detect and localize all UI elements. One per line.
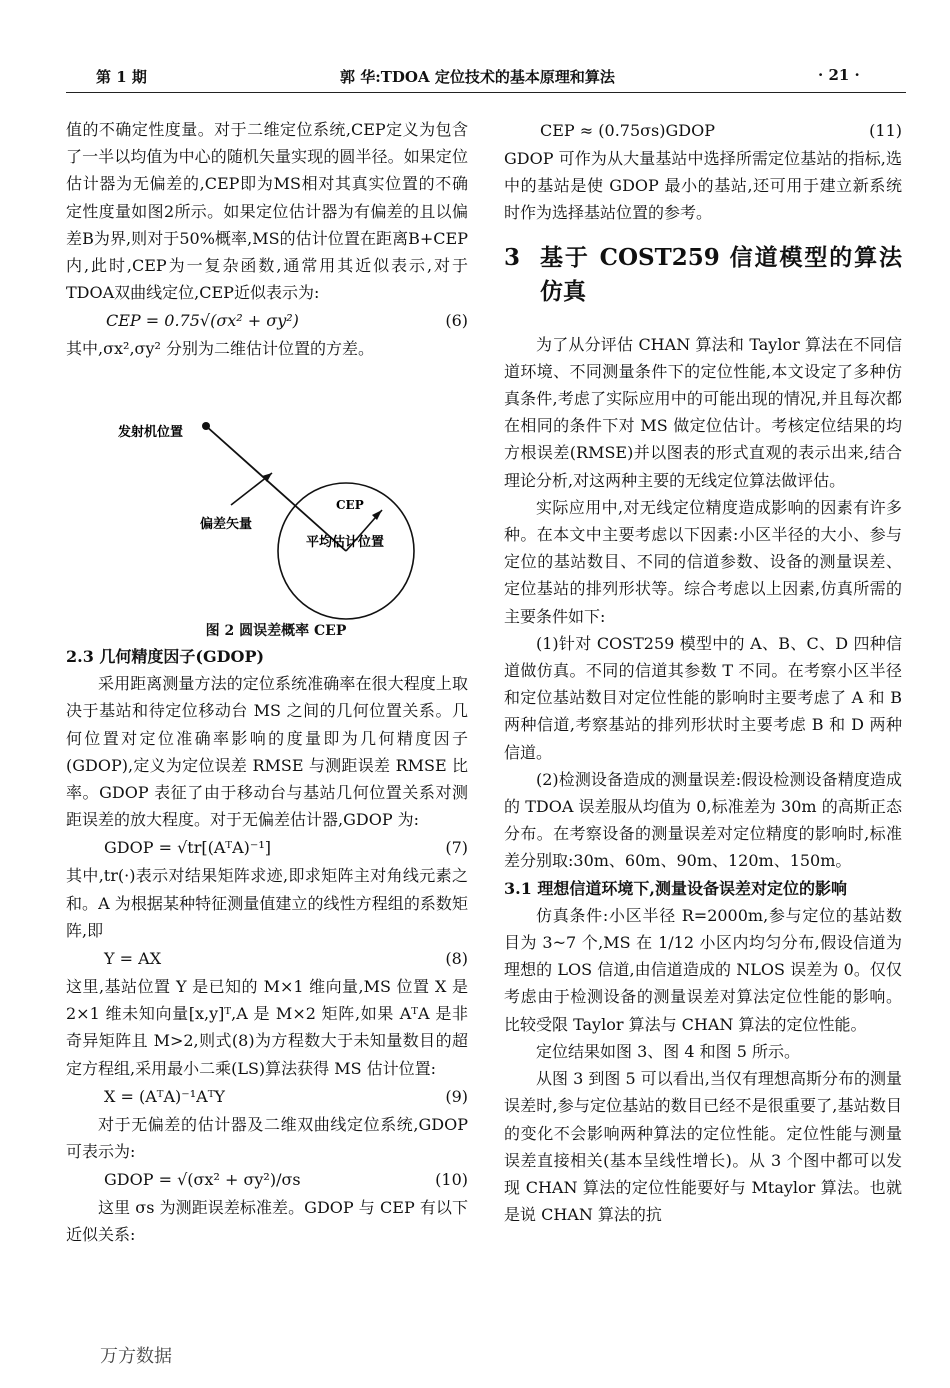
equation: CEP = 0.75√(σx² + σy²) — [106, 311, 299, 331]
equation-8 — [66, 944, 468, 973]
transmitter-line — [206, 426, 346, 551]
section-heading-3-1: 3.1 理想信道环境下,测量设备误差对定位的影响 — [504, 878, 847, 898]
equation-number: (9) — [445, 1086, 468, 1106]
mean-position-label: 平均估计位置 — [306, 535, 385, 550]
equation: GDOP = √(σx² + σy²)/σs — [104, 1170, 301, 1190]
equation-number: (6) — [445, 311, 468, 331]
equation: Y = AX — [104, 948, 162, 968]
paragraph: 为了从分评估 CHAN 算法和 Taylor 算法在不同信道环境、不同测量条件下的定位性能,本文设定了多种仿真条件,考虑了实际应用中的可能出现的情况,并且每次都在相同的条件下对 MS 做定位估计。考核定位结果的均方根误差(RMSE)并以图表的形式直观的表示出来,结合理论分析,对这两种主要的无线定位算法做评估。 — [504, 334, 902, 490]
section-heading-3 — [504, 241, 902, 309]
cep-figure — [66, 410, 486, 625]
equation-6 — [66, 306, 468, 335]
bias-vector-label: 偏差矢量 — [200, 517, 253, 532]
paragraph: 仿真条件:小区半径 R=2000m,参与定位的基站数目为 3~7 个,MS 在 1/12 小区内均匀分布,假设信道为理想的 LOS 信道,由信道造成的 NLOS 误差为 0。仅仅考虑由于检测设备的测量误差对算法定位性能的影响。比较受限 Taylor 算法与 CHAN 算法的定位性能。 — [504, 905, 902, 1034]
left-column-bottom — [66, 643, 468, 1249]
section-number: 3 — [504, 243, 521, 271]
paragraph: 从图 3 到图 5 可以看出,当仅有理想高斯分布的测量误差时,参与定位基站的数目已经不是很重要了,基站数目的变化不会影响两种算法的定位性能。定位性能与测量误差直接相关(基本呈线性增长)。从 3 个图中都可以发现 CHAN 算法的定位性能要好与 Mtaylor 算法。也就是说 CHAN 算法的抗 — [504, 1069, 902, 1225]
paragraph: 采用距离测量方法的定位系统准确率在很大程度上取决于基站和待定位移动台 MS 之间的几何位置关系。几何位置对定位准确率影响的度量即为几何精度因子(GDOP),定义为定位误差 RMSE 与测距误差 RMSE 比率。GDOP 表征了由于移动台与基站几何位置关系对测距误差的放大程度。对于无偏差估计器,GDOP 为: — [66, 674, 468, 830]
left-column-top — [66, 116, 468, 363]
figure-caption: 图 2 圆误差概率 CEP — [205, 623, 347, 639]
equation-11 — [504, 116, 902, 145]
equation-10 — [66, 1165, 468, 1194]
equation-number: (11) — [869, 120, 902, 140]
header-rule — [66, 92, 906, 93]
equation-number: (8) — [445, 948, 468, 968]
paragraph: (2)检测设备造成的测量误差:假设检测设备精度造成的 TDOA 误差服从均值为 0,标准差为 30m 的高斯正态分布。在考察设备的测量误差对定位精度的影响时,标准差分别取:30m、60m、90m、120m、150m。 — [504, 769, 902, 871]
equation: X = (AᵀA)⁻¹AᵀY — [104, 1086, 225, 1106]
cep-label: CEP — [336, 498, 364, 512]
equation: CEP ≈ (0.75σs)GDOP — [540, 120, 715, 140]
watermark: 万方数据 — [100, 1346, 172, 1367]
paragraph: 其中,tr(·)表示对结果矩阵求迹,即求矩阵主对角线元素之和。A 为根据某种特征测量值建立的线性方程组的系数矩阵,即 — [66, 866, 468, 940]
header-page-number: · 21 · — [818, 66, 860, 84]
paragraph: GDOP 可作为从大量基站中选择所需定位基站的指标,选中的基站是使 GDOP 最小的基站,还可用于建立新系统时作为选择基站位置的参考。 — [504, 149, 902, 223]
transmitter-label: 发射机位置 — [118, 425, 184, 440]
section-heading-2-3: 2.3 几何精度因子(GDOP) — [66, 647, 265, 666]
right-column — [504, 116, 902, 1228]
equation-9 — [66, 1082, 468, 1111]
equation-number: (10) — [435, 1170, 468, 1190]
paragraph: 这里 σs 为测距误差标准差。GDOP 与 CEP 有以下近似关系: — [66, 1198, 468, 1245]
paragraph: 其中,σx²,σy² 分别为二维估计位置的方差。 — [66, 339, 374, 359]
paragraph: 定位结果如图 3、图 4 和图 5 所示。 — [536, 1041, 800, 1061]
equation: GDOP = √tr[(AᵀA)⁻¹] — [104, 838, 271, 858]
paragraph: 对于无偏差的估计器及二维双曲线定位系统,GDOP 可表示为: — [66, 1114, 468, 1162]
section-title: 基于 COST259 信道模型的算法仿真 — [540, 243, 902, 305]
header-title: 郭 华:TDOA 定位技术的基本原理和算法 — [340, 68, 615, 86]
paragraph: 这里,基站位置 Y 是已知的 M×1 维向量,MS 位置 X 是 2×1 维未知向量[x,y]ᵀ,A 是 M×2 矩阵,如果 AᵀA 是非奇异矩阵且 M>2,则式(8)为方程数大于未知量数目的超定方程组,采用最小二乘(LS)算法获得 MS 估计位置: — [66, 977, 468, 1078]
paragraph: 值的不确定性度量。对于二维定位系统,CEP定义为包含了一半以均值为中心的随机矢量实现的圆半径。如果定位估计器为无偏差的,CEP即为MS相对其真实位置的不确定性度量如图2所示。如果定位估计器为有偏差的且以偏差B为界,则对于50%概率,MS的估计位置在距离B+CEP内,此时,CEP为一复杂函数,通常用其近似表示,对于TDOA双曲线定位,CEP近似表示为: — [66, 120, 468, 303]
paragraph: (1)针对 COST259 模型中的 A、B、C、D 四种信道做仿真。不同的信道其参数 T 不同。在考察小区半径和定位基站数目对定位性能的影响时主要考虑了 A 和 B 两种信道,考察基站的排列形状时主要考虑 B 和 D 两种信道。 — [504, 633, 902, 762]
header-issue: 第 1 期 — [96, 68, 147, 86]
equation-7 — [66, 833, 468, 862]
paragraph: 实际应用中,对无线定位精度造成影响的因素有许多种。在本文中主要考虑以下因素:小区半径的大小、参与定位的基站数目、不同的信道参数、设备的测量误差、定位基站的排列形状等。综合考虑以上因素,仿真所需的主要条件如下: — [504, 497, 902, 626]
arrowhead-icon — [262, 473, 272, 482]
equation-number: (7) — [445, 838, 468, 858]
transmitter-point — [202, 422, 210, 430]
